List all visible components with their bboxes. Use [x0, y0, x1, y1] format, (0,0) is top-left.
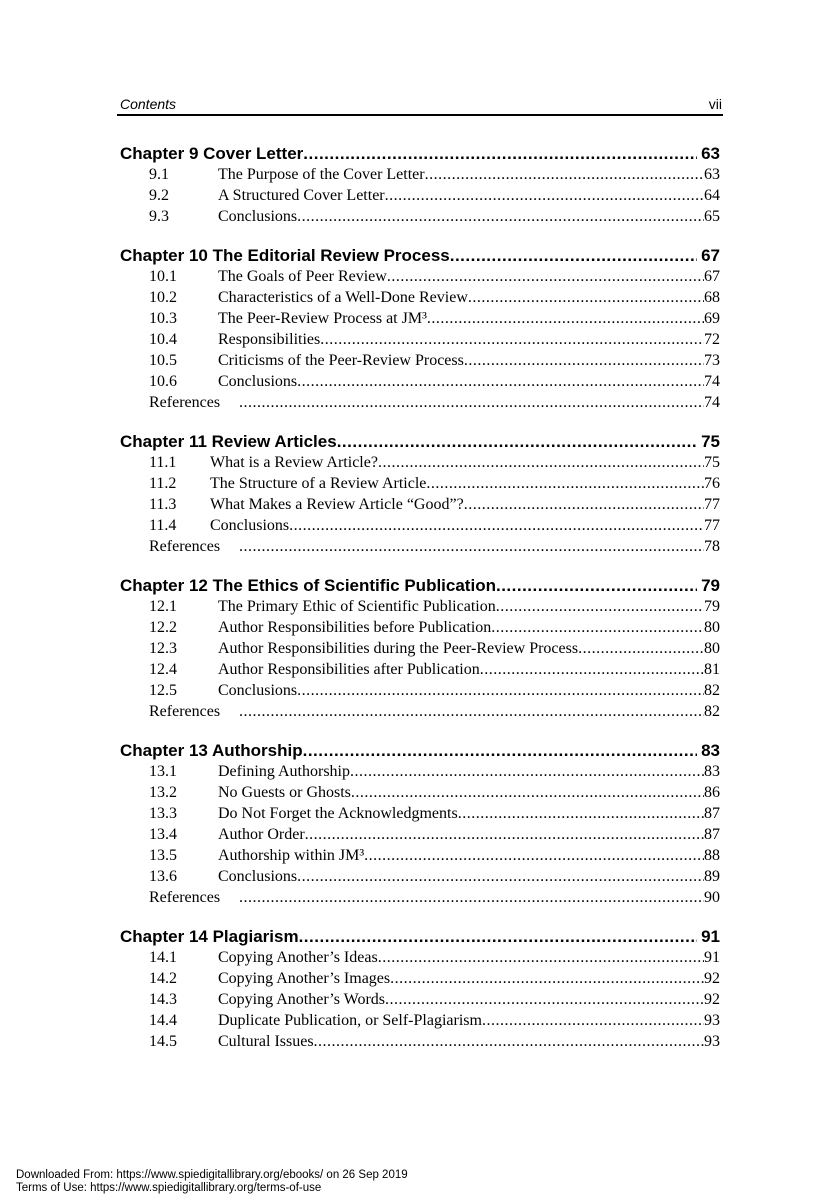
dot-leader: [350, 761, 704, 782]
section-entry: [120, 287, 720, 308]
chapter-block: [120, 926, 720, 1052]
download-notice: [16, 1169, 408, 1195]
dot-leader: [239, 887, 704, 908]
chapter-block: [120, 245, 720, 413]
chapter-page: 75: [701, 432, 720, 451]
section-page: 80: [704, 640, 720, 657]
section-page: 93: [704, 1033, 720, 1050]
dot-leader: [297, 371, 704, 392]
section-page: 77: [704, 496, 720, 513]
dot-leader: [289, 515, 704, 536]
section-page: 80: [704, 619, 720, 636]
section-title: The Primary Ethic of Scientific Publication: [218, 598, 496, 615]
section-number: 13.1: [149, 763, 177, 780]
section-title: No Guests or Ghosts: [218, 784, 351, 801]
dot-leader: [239, 392, 704, 413]
dot-leader: [297, 206, 704, 227]
section-title: Criticisms of the Peer-Review Process: [218, 352, 464, 369]
running-header: [120, 96, 722, 114]
section-number: 13.2: [149, 784, 177, 801]
dot-leader: [464, 350, 704, 371]
section-title: Cultural Issues: [218, 1033, 314, 1050]
chapter-page: 67: [701, 246, 720, 265]
dot-leader: [496, 575, 697, 596]
section-page: 82: [704, 682, 720, 699]
chapter-title: Chapter 9 Cover Letter: [120, 144, 304, 163]
section-number: 14.5: [149, 1033, 177, 1050]
section-title: The Purpose of the Cover Letter: [218, 166, 425, 183]
chapter-title: Chapter 13 Authorship: [120, 741, 303, 760]
section-title: References: [149, 538, 221, 555]
section-title: Authorship within JM³: [218, 847, 365, 864]
section-page: 68: [704, 289, 720, 306]
references-entry: [120, 887, 720, 908]
section-number: 14.3: [149, 991, 177, 1008]
section-number: 10.2: [149, 289, 177, 306]
section-number: 12.3: [149, 640, 177, 657]
dot-leader: [450, 245, 697, 266]
section-number: 12.1: [149, 598, 177, 615]
section-number: 14.2: [149, 970, 177, 987]
dot-leader: [351, 782, 704, 803]
section-title: Author Responsibilities before Publication: [218, 619, 492, 636]
section-number: 11.2: [149, 475, 177, 492]
section-title: Conclusions: [218, 208, 298, 225]
section-number: 11.4: [149, 517, 177, 534]
section-page: 67: [704, 268, 720, 285]
chapter-entry: [120, 740, 720, 761]
section-page: 76: [704, 475, 720, 492]
section-title: Author Order: [218, 826, 305, 843]
section-page: 87: [704, 826, 720, 843]
section-page: 83: [704, 763, 720, 780]
chapter-entry: [120, 431, 720, 452]
chapter-title: Chapter 12 The Ethics of Scientific Publication: [120, 576, 496, 595]
references-entry: [120, 701, 720, 722]
section-page: 79: [704, 598, 720, 615]
section-entry: [120, 824, 720, 845]
section-entry: [120, 947, 720, 968]
section-entry: [120, 164, 720, 185]
chapter-title: Chapter 14 Plagiarism: [120, 927, 299, 946]
chapter-title: Chapter 10 The Editorial Review Process: [120, 246, 450, 265]
chapter-block: [120, 575, 720, 722]
section-page: 72: [704, 331, 720, 348]
section-page: 64: [704, 187, 720, 204]
references-entry: [120, 536, 720, 557]
section-title: Characteristics of a Well-Done Review: [218, 289, 468, 306]
dot-leader: [480, 659, 704, 680]
dot-leader: [239, 536, 704, 557]
section-number: 11.1: [149, 454, 177, 471]
dot-leader: [496, 596, 704, 617]
section-title: Conclusions: [218, 373, 298, 390]
section-entry: [120, 659, 720, 680]
section-page: 82: [704, 703, 720, 720]
references-entry: [120, 392, 720, 413]
section-number: 13.4: [149, 826, 177, 843]
section-number: 13.5: [149, 847, 177, 864]
dot-leader: [491, 617, 704, 638]
dot-leader: [427, 308, 704, 329]
dot-leader: [468, 287, 704, 308]
download-line: Downloaded From: https://www.spiedigitallibrary.org/ebooks/ on 26 Sep 2019: [16, 1169, 408, 1181]
section-title: Conclusions: [210, 517, 290, 534]
section-entry: [120, 473, 720, 494]
table-of-contents: [120, 143, 720, 1052]
section-number: 10.4: [149, 331, 177, 348]
section-number: 10.3: [149, 310, 177, 327]
section-number: 11.3: [149, 496, 177, 513]
chapter-entry: [120, 245, 720, 266]
section-page: 90: [704, 889, 720, 906]
section-title: Responsibilities: [218, 331, 321, 348]
section-page: 78: [704, 538, 720, 555]
section-number: 14.4: [149, 1012, 177, 1029]
section-page: 88: [704, 847, 720, 864]
section-entry: [120, 266, 720, 287]
dot-leader: [297, 680, 704, 701]
section-entry: [120, 350, 720, 371]
dot-leader: [426, 473, 704, 494]
section-title: Author Responsibilities during the Peer-Review Process: [218, 640, 579, 657]
section-number: 14.1: [149, 949, 177, 966]
section-entry: [120, 989, 720, 1010]
section-entry: [120, 803, 720, 824]
section-page: 75: [704, 454, 720, 471]
chapter-block: [120, 740, 720, 908]
chapter-block: [120, 143, 720, 227]
section-entry: [120, 596, 720, 617]
dot-leader: [464, 494, 704, 515]
section-title: What Makes a Review Article “Good”?: [210, 496, 464, 513]
section-number: 9.3: [149, 208, 169, 225]
section-entry: [120, 1031, 720, 1052]
section-number: 12.4: [149, 661, 177, 678]
section-entry: [120, 1010, 720, 1031]
section-page: 92: [704, 970, 720, 987]
section-number: 9.2: [149, 187, 169, 204]
section-entry: [120, 494, 720, 515]
dot-leader: [425, 164, 704, 185]
dot-leader: [458, 803, 704, 824]
chapter-page: 91: [701, 927, 720, 946]
section-title: Author Responsibilities after Publication: [218, 661, 480, 678]
dot-leader: [297, 866, 704, 887]
section-entry: [120, 371, 720, 392]
section-entry: [120, 308, 720, 329]
section-number: 13.6: [149, 868, 177, 885]
dot-leader: [378, 947, 704, 968]
section-page: 86: [704, 784, 720, 801]
section-page: 63: [704, 166, 720, 183]
section-title: References: [149, 703, 221, 720]
section-page: 92: [704, 991, 720, 1008]
section-number: 10.6: [149, 373, 177, 390]
dot-leader: [303, 143, 697, 164]
section-title: Defining Authorship: [218, 763, 350, 780]
section-title: Do Not Forget the Acknowledgments: [218, 805, 458, 822]
section-title: Duplicate Publication, or Self-Plagiarism: [218, 1012, 482, 1029]
section-title: Copying Another’s Words: [218, 991, 386, 1008]
section-title: The Peer-Review Process at JM³: [218, 310, 427, 327]
section-entry: [120, 617, 720, 638]
section-entry: [120, 761, 720, 782]
section-page: 74: [704, 373, 720, 390]
dot-leader: [578, 638, 704, 659]
section-page: 69: [704, 310, 720, 327]
dot-leader: [378, 452, 704, 473]
dot-leader: [303, 740, 697, 761]
section-title: Copying Another’s Ideas: [218, 949, 378, 966]
running-header-section: Contents: [120, 96, 177, 112]
section-entry: [120, 782, 720, 803]
section-number: 9.1: [149, 166, 169, 183]
chapter-entry: [120, 143, 720, 164]
dot-leader: [364, 845, 704, 866]
section-page: 93: [704, 1012, 720, 1029]
chapter-page: 63: [701, 144, 720, 163]
section-page: 74: [704, 394, 720, 411]
section-entry: [120, 845, 720, 866]
dot-leader: [337, 431, 697, 452]
section-page: 77: [704, 517, 720, 534]
header-rule: [117, 114, 723, 116]
section-entry: [120, 329, 720, 350]
chapter-page: 79: [701, 576, 720, 595]
dot-leader: [305, 824, 704, 845]
dot-leader: [239, 701, 704, 722]
dot-leader: [314, 1031, 704, 1052]
chapter-entry: [120, 575, 720, 596]
section-entry: [120, 452, 720, 473]
terms-line: Terms of Use: https://www.spiedigitallibrary.org/terms-of-use: [16, 1182, 322, 1194]
chapter-block: [120, 431, 720, 557]
section-entry: [120, 866, 720, 887]
dot-leader: [299, 926, 698, 947]
chapter-title: Chapter 11 Review Articles: [120, 432, 337, 451]
section-entry: [120, 638, 720, 659]
section-title: Conclusions: [218, 682, 298, 699]
dot-leader: [482, 1010, 704, 1031]
section-page: 87: [704, 805, 720, 822]
section-page: 81: [704, 661, 720, 678]
section-number: 10.5: [149, 352, 177, 369]
section-title: Copying Another’s Images: [218, 970, 391, 987]
section-title: A Structured Cover Letter: [218, 187, 385, 204]
section-number: 12.2: [149, 619, 177, 636]
chapter-page: 83: [701, 741, 720, 760]
section-number: 10.1: [149, 268, 177, 285]
section-entry: [120, 206, 720, 227]
section-page: 65: [704, 208, 720, 225]
section-page: 73: [704, 352, 720, 369]
dot-leader: [320, 329, 704, 350]
section-title: References: [149, 889, 221, 906]
chapter-entry: [120, 926, 720, 947]
section-title: The Structure of a Review Article: [210, 475, 427, 492]
dot-leader: [385, 989, 704, 1010]
page-number: vii: [708, 96, 722, 112]
section-entry: [120, 968, 720, 989]
dot-leader: [387, 266, 704, 287]
dot-leader: [390, 968, 704, 989]
section-number: 12.5: [149, 682, 177, 699]
section-entry: [120, 515, 720, 536]
section-title: What is a Review Article?: [210, 454, 378, 471]
section-page: 91: [704, 949, 720, 966]
dot-leader: [385, 185, 704, 206]
section-title: References: [149, 394, 221, 411]
section-page: 89: [704, 868, 720, 885]
section-entry: [120, 680, 720, 701]
section-title: Conclusions: [218, 868, 298, 885]
section-number: 13.3: [149, 805, 177, 822]
section-entry: [120, 185, 720, 206]
section-title: The Goals of Peer Review: [218, 268, 387, 285]
